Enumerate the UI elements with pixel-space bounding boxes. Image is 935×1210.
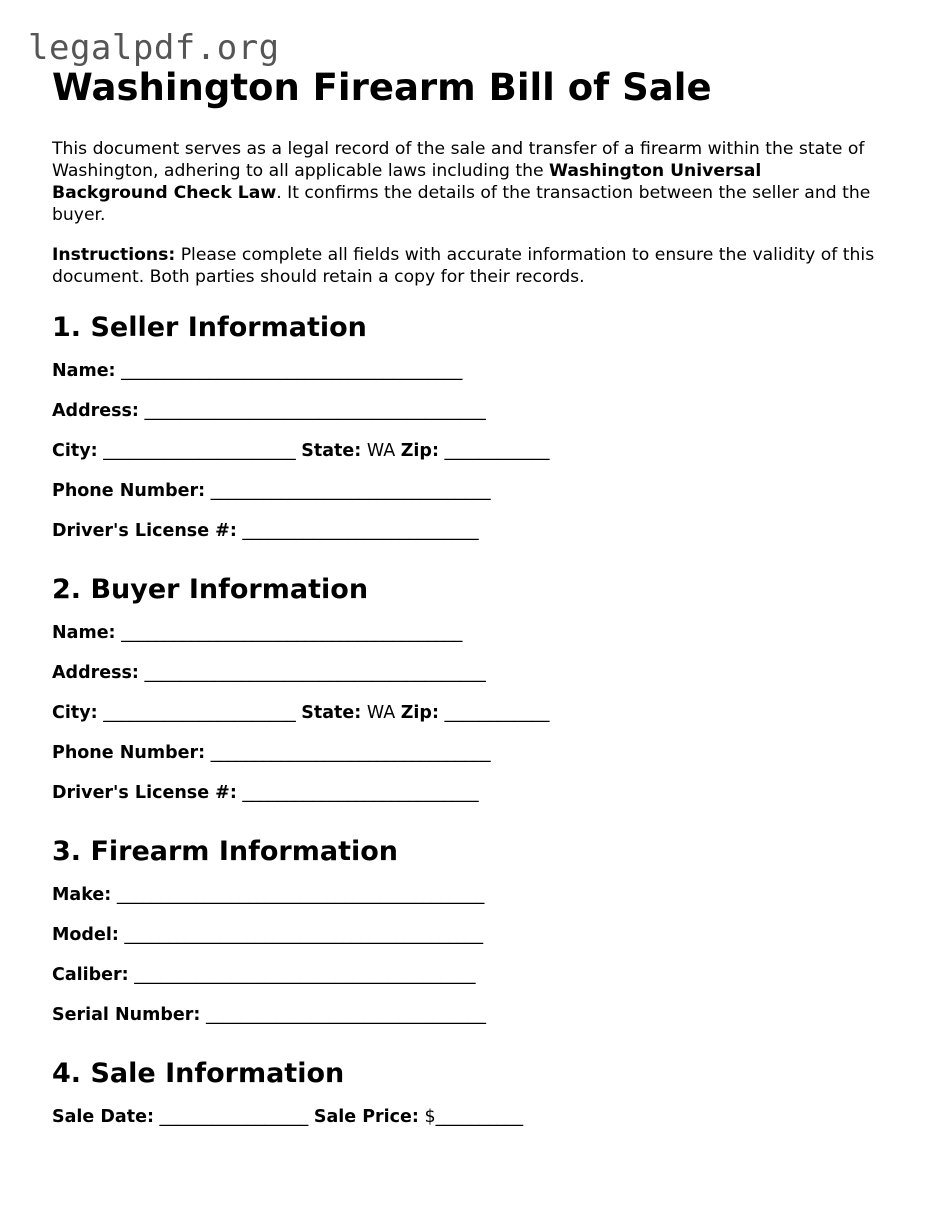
- seller-zip-label: Zip:: [400, 441, 439, 461]
- firearm-serial-label: Serial Number:: [52, 1005, 201, 1025]
- buyer-phone-field[interactable]: [52, 742, 882, 782]
- buyer-phone-line[interactable]: ________________________________: [205, 743, 491, 763]
- buyer-name-label: Name:: [52, 623, 116, 643]
- seller-phone-line[interactable]: ________________________________: [205, 481, 491, 501]
- buyer-city-line[interactable]: ______________________: [97, 703, 302, 723]
- sale-date-label: Sale Date:: [52, 1107, 154, 1127]
- buyer-address-line[interactable]: _______________________________________: [138, 663, 486, 683]
- intro-text-2: . It confirms the details of the transaction between the seller and the buyer.: [52, 183, 871, 225]
- watermark: legalpdf.org: [28, 28, 280, 68]
- buyer-name-field[interactable]: [52, 622, 882, 662]
- sale-date-line[interactable]: _________________: [153, 1107, 314, 1127]
- seller-address-field[interactable]: [52, 400, 882, 440]
- firearm-make-label: Make:: [52, 885, 112, 905]
- seller-city-state-zip-row: [52, 440, 882, 480]
- buyer-license-label: Driver's License #:: [52, 783, 237, 803]
- buyer-phone-label: Phone Number:: [52, 743, 206, 763]
- seller-city-label: City:: [52, 441, 98, 461]
- firearm-caliber-label: Caliber:: [52, 965, 129, 985]
- seller-license-label: Driver's License #:: [52, 521, 237, 541]
- sale-heading: 4. Sale Information: [52, 1058, 345, 1089]
- instructions-label: Instructions:: [52, 245, 176, 265]
- seller-heading: 1. Seller Information: [52, 312, 367, 343]
- firearm-make-field[interactable]: [52, 884, 882, 924]
- seller-address-label: Address:: [52, 401, 139, 421]
- buyer-zip-line[interactable]: ____________: [438, 703, 550, 723]
- firearm-caliber-field[interactable]: [52, 964, 882, 1004]
- seller-phone-field[interactable]: [52, 480, 882, 520]
- buyer-section: [52, 572, 882, 822]
- intro-text-1: This document serves as a legal record of the sale and transfer of a firearm within the state of Washington, adhering to all applicable laws including the: [52, 139, 865, 181]
- intro-bold-law: Washington Universal Background Check Law: [52, 161, 762, 203]
- instructions-paragraph: [52, 244, 882, 288]
- firearm-model-field[interactable]: [52, 924, 882, 964]
- seller-license-line[interactable]: ___________________________: [236, 521, 479, 541]
- seller-name-field[interactable]: [52, 360, 882, 400]
- seller-city-line[interactable]: ______________________: [97, 441, 302, 461]
- buyer-name-line[interactable]: _______________________________________: [115, 623, 463, 643]
- buyer-license-field[interactable]: [52, 782, 882, 822]
- intro-paragraph: [52, 138, 882, 226]
- page-title: Washington Firearm Bill of Sale: [52, 66, 712, 109]
- buyer-state-label: State:: [301, 703, 362, 723]
- seller-license-field[interactable]: [52, 520, 882, 560]
- firearm-model-line[interactable]: _________________________________________: [118, 925, 484, 945]
- seller-state-label: State:: [301, 441, 362, 461]
- document-page: [52, 64, 882, 1146]
- buyer-state-value: WA: [361, 703, 401, 723]
- buyer-city-state-zip-row: [52, 702, 882, 742]
- firearm-model-label: Model:: [52, 925, 119, 945]
- seller-address-line[interactable]: _______________________________________: [138, 401, 486, 421]
- seller-state-value: WA: [361, 441, 401, 461]
- sale-date-price-row: [52, 1106, 882, 1146]
- seller-name-label: Name:: [52, 361, 116, 381]
- sale-price-label: Sale Price:: [313, 1107, 419, 1127]
- sale-section: [52, 1056, 882, 1146]
- firearm-make-line[interactable]: __________________________________________: [111, 885, 485, 905]
- sale-price-line[interactable]: $__________: [418, 1107, 524, 1127]
- firearm-serial-line[interactable]: ________________________________: [200, 1005, 486, 1025]
- buyer-city-label: City:: [52, 703, 98, 723]
- buyer-address-field[interactable]: [52, 662, 882, 702]
- firearm-caliber-line[interactable]: _______________________________________: [128, 965, 476, 985]
- seller-section: [52, 310, 882, 560]
- seller-zip-line[interactable]: ____________: [438, 441, 550, 461]
- buyer-heading: 2. Buyer Information: [52, 574, 369, 605]
- buyer-address-label: Address:: [52, 663, 139, 683]
- firearm-serial-field[interactable]: [52, 1004, 882, 1044]
- seller-phone-label: Phone Number:: [52, 481, 206, 501]
- seller-name-line[interactable]: _______________________________________: [115, 361, 463, 381]
- instructions-text: Please complete all fields with accurate information to ensure the validity of this document. Both parties should retain a copy for their records.: [52, 245, 875, 287]
- firearm-heading: 3. Firearm Information: [52, 836, 399, 867]
- firearm-section: [52, 834, 882, 1044]
- buyer-license-line[interactable]: ___________________________: [236, 783, 479, 803]
- buyer-zip-label: Zip:: [400, 703, 439, 723]
